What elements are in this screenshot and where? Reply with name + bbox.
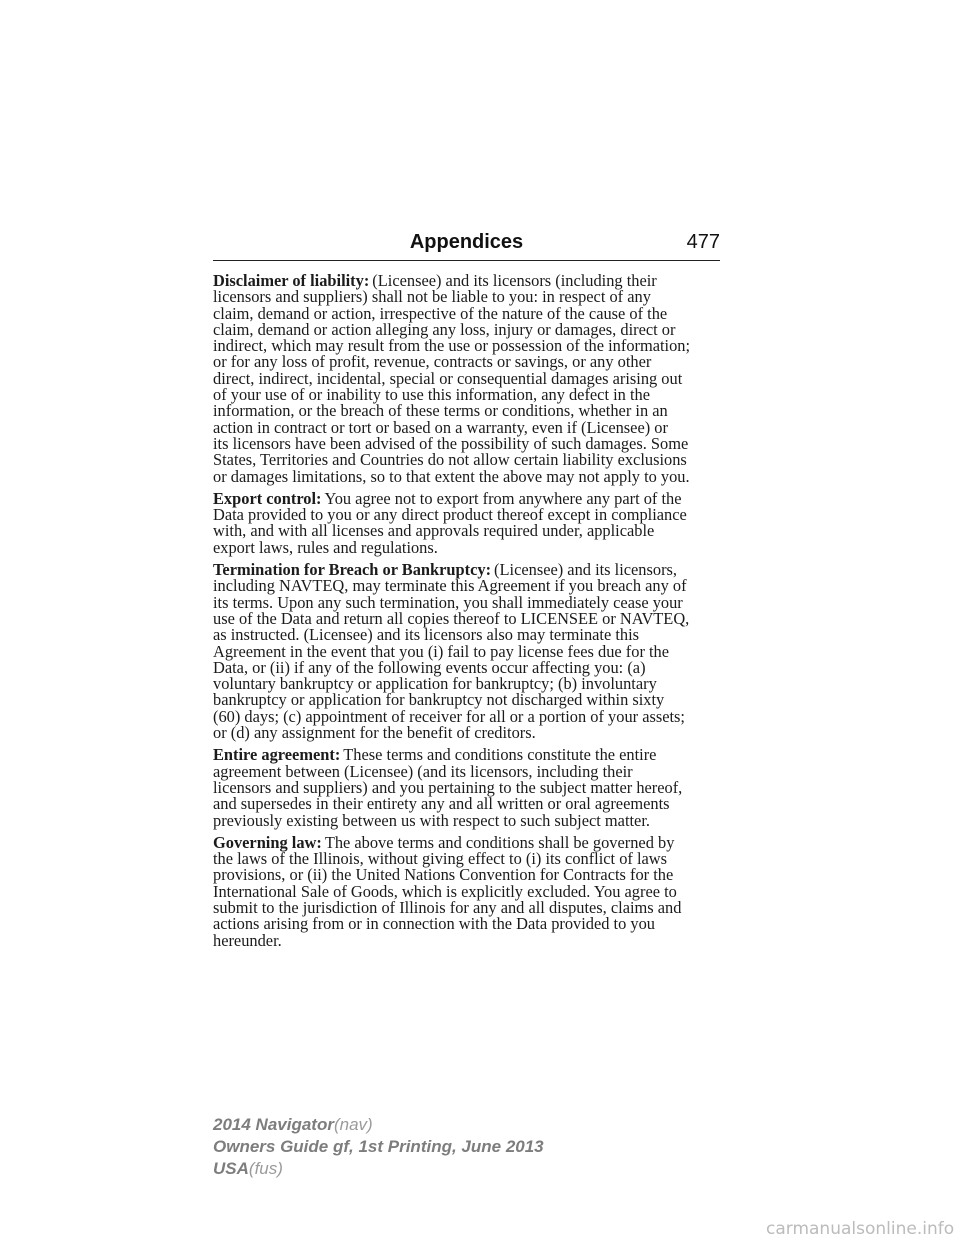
text-line: submit to the jurisdiction of Illinois for any and all disputes, claims and (213, 897, 682, 917)
text-line: (Licensee) and its licensors, (494, 560, 678, 580)
paragraph-disclaimer-of-liability (213, 273, 733, 485)
text-line: of your use of or inability to use this information, any defect in the (213, 385, 650, 405)
vehicle-model: 2014 Navigator (213, 1115, 334, 1134)
text-line: action in contract or tort or based on a warranty, even if (Licensee) or (213, 417, 668, 437)
text-line: claim, demand or action, irrespective of the nature of the cause of the (213, 303, 668, 323)
text-line: and supersedes in their entirety any and all written or oral agreements (213, 794, 670, 814)
text-line: information, or the breach of these terms or conditions, whether in an (213, 401, 668, 421)
text-line: indirect, which may result from the use or possession of the information; (213, 336, 691, 356)
text-line: The above terms and conditions shall be governed by (324, 832, 675, 852)
text-line: licensors and suppliers) shall not be liable to you: in respect of any (213, 287, 651, 307)
text-line: as instructed. (Licensee) and its licensors also may terminate this (213, 625, 640, 645)
text-line: hereunder. (213, 930, 282, 950)
text-line: agreement between (Licensee) (and its licensors, including their (213, 761, 633, 781)
text-line: States, Territories and Countries do not allow certain liability exclusions (213, 450, 687, 470)
paragraph-heading: Entire agreement: (213, 745, 341, 765)
body-text (213, 273, 733, 949)
section-title: Appendices (409, 231, 524, 253)
paragraph-termination-for-breach-or-bankruptcy (213, 562, 733, 741)
market: USA (213, 1159, 249, 1178)
paragraph-export-control (213, 488, 733, 557)
text-line: bankruptcy or application for bankruptcy not discharged within sixty (213, 690, 665, 710)
market-code: (fus) (248, 1159, 283, 1178)
text-line: export laws, rules and regulations. (213, 537, 438, 557)
text-line: voluntary bankruptcy or application for bankruptcy; (b) involuntary (213, 674, 657, 694)
watermark: carmanualsonline.info (766, 1219, 955, 1239)
paragraph-governing-law (213, 832, 733, 950)
text-line: International Sale of Goods, which is explicitly excluded. You agree to (213, 881, 677, 901)
text-line: previously existing between us with respect to such subject matter. (213, 810, 650, 830)
text-line: including NAVTEQ, may terminate this Agreement if you breach any of (213, 576, 687, 596)
text-line: Agreement in the event that you (i) fail to pay license fees due for the (213, 641, 670, 661)
text-line: use of the Data and return all copies thereof to LICENSEE or NAVTEQ, (213, 608, 690, 628)
footer-line-edition (213, 1136, 544, 1158)
text-line: provisions, or (ii) the United Nations Convention for Contracts for the (213, 865, 674, 885)
text-line: the laws of the Illinois, without giving effect to (i) its conflict of laws (213, 849, 667, 869)
text-line: Data, or (ii) if any of the following events occur affecting you: (a) (213, 657, 646, 677)
paragraph-heading: Disclaimer of liability: (213, 271, 370, 290)
text-line: or damages limitations, so to that extent the above may not apply to you. (213, 466, 690, 486)
text-line: Data provided to you or any direct product thereof except in compliance (213, 505, 687, 525)
text-line: (60) days; (c) appointment of receiver for all or a portion of your assets; (213, 706, 685, 726)
print-footer (213, 1114, 544, 1180)
header-rule (213, 260, 720, 261)
text-line: its licensors have been advised of the possibility of such damages. Some (213, 433, 689, 453)
text-line: You agree not to export from anywhere any part of the (324, 488, 682, 508)
text-line: direct, indirect, incidental, special or consequential damages arising out (213, 368, 683, 388)
paragraph-heading: Export control: (213, 488, 322, 508)
text-line: (Licensee) and its licensors (including their (372, 271, 657, 290)
text-line: its terms. Upon any such termination, you shall immediately cease your (213, 592, 683, 612)
paragraph-heading: Termination for Breach or Bankruptcy: (213, 560, 492, 580)
text-line: These terms and conditions constitute the entire (343, 745, 657, 765)
text-line: or (d) any assignment for the benefit of creditors. (213, 723, 536, 743)
text-line: actions arising from or in connection with the Data provided to you (213, 914, 655, 934)
footer-line-model (213, 1114, 544, 1136)
paragraph-entire-agreement (213, 747, 733, 828)
text-line: with, and with all licenses and approvals required under, applicable (213, 521, 655, 541)
text-line: licensors and suppliers) and you pertaining to the subject matter hereof, (213, 777, 683, 797)
page-header (213, 230, 720, 256)
page-number: 477 (686, 231, 720, 253)
vehicle-model-code: (nav) (333, 1115, 373, 1134)
text-line: or for any loss of profit, revenue, contracts or savings, or any other (213, 352, 652, 372)
text-line: claim, demand or action alleging any loss, injury or damages, direct or (213, 319, 676, 339)
paragraph-heading: Governing law: (213, 832, 322, 852)
footer-line-market (213, 1158, 544, 1180)
guide-edition: Owners Guide gf, 1st Printing, June 2013 (213, 1137, 544, 1156)
